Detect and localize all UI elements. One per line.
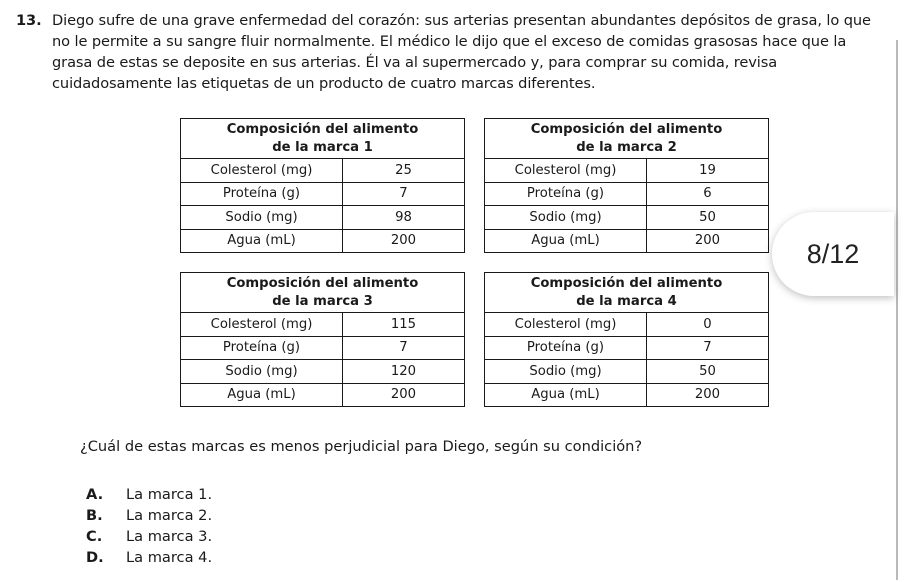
row-value: 7 [399,186,408,202]
table-brand-2 [484,118,769,253]
table-title: Composición del alimento [530,122,723,137]
question-prompt: ¿Cuál de estas marcas es menos perjudicial para Diego, según su condición? [80,438,643,455]
answer-options [86,484,212,568]
option-text: La marca 1. [126,486,213,503]
table-row [181,182,464,206]
table-row [181,359,464,383]
table-title: Composición del alimento [226,276,419,291]
row-label: Colesterol (mg) [485,313,647,336]
row-value: 0 [703,316,712,332]
option-d[interactable] [86,547,212,568]
table-row [485,336,768,360]
table-brand-1 [180,118,465,253]
option-letter: C. [86,528,103,545]
row-label: Colesterol (mg) [181,159,343,182]
table-subtitle: de la marca 4 [576,294,677,309]
option-letter: D. [86,549,104,566]
question-block [16,10,882,94]
page-edge-divider [896,40,898,580]
row-label: Colesterol (mg) [485,159,647,182]
table-row [181,159,464,182]
row-label: Proteína (g) [181,183,343,206]
table-row [485,229,768,253]
table-subtitle: de la marca 1 [272,140,373,155]
option-text: La marca 2. [126,507,213,524]
table-header [181,273,464,313]
table-row [181,383,464,407]
row-value: 200 [694,233,721,249]
row-value: 7 [703,340,712,356]
option-text: La marca 4. [126,549,213,566]
row-label: Sodio (mg) [485,360,647,383]
table-row [181,336,464,360]
table-brand-4 [484,272,769,407]
row-value: 7 [399,340,408,356]
table-subtitle: de la marca 2 [576,140,677,155]
row-value: 25 [395,162,412,178]
table-row [181,313,464,336]
row-label: Sodio (mg) [181,206,343,229]
row-value: 200 [390,387,417,403]
row-label: Proteína (g) [485,183,647,206]
question-text: Diego sufre de una grave enfermedad del corazón: sus arterias presentan abundantes depósitos de grasa, lo que no le permite a su sangre fluir normalmente. El médico le dijo que el exceso de comidas grasosas hace que la grasa de estas se deposite en sus arterias. Él va al supermercado y, para comprar su comida, revisa cuidadosamente las etiquetas de un producto de cuatro marcas diferentes. [52,12,871,92]
row-value: 6 [703,186,712,202]
row-value: 120 [390,363,417,379]
row-label: Colesterol (mg) [181,313,343,336]
option-text: La marca 3. [126,528,213,545]
option-a[interactable] [86,484,212,505]
row-label: Sodio (mg) [181,360,343,383]
table-title: Composición del alimento [226,122,419,137]
table-row [485,182,768,206]
option-letter: A. [86,486,104,503]
row-label: Agua (mL) [485,230,647,253]
table-header [181,119,464,159]
table-row [485,383,768,407]
table-row [485,205,768,229]
page-indicator: 8/12 [772,212,894,296]
row-label: Sodio (mg) [485,206,647,229]
row-value: 115 [390,316,417,332]
option-letter: B. [86,507,103,524]
row-label: Agua (mL) [485,384,647,407]
row-value: 19 [699,162,716,178]
row-value: 200 [694,387,721,403]
row-value: 50 [699,363,716,379]
row-value: 200 [390,233,417,249]
table-row [485,313,768,336]
question-number: 13. [16,12,42,29]
table-title: Composición del alimento [530,276,723,291]
row-value: 98 [395,209,412,225]
table-subtitle: de la marca 3 [272,294,373,309]
table-header [485,119,768,159]
row-label: Proteína (g) [485,337,647,360]
table-brand-3 [180,272,465,407]
table-row [485,359,768,383]
table-header [485,273,768,313]
row-value: 50 [699,209,716,225]
row-label: Agua (mL) [181,384,343,407]
row-label: Agua (mL) [181,230,343,253]
table-row [181,205,464,229]
option-b[interactable] [86,505,212,526]
table-row [485,159,768,182]
option-c[interactable] [86,526,212,547]
table-row [181,229,464,253]
row-label: Proteína (g) [181,337,343,360]
